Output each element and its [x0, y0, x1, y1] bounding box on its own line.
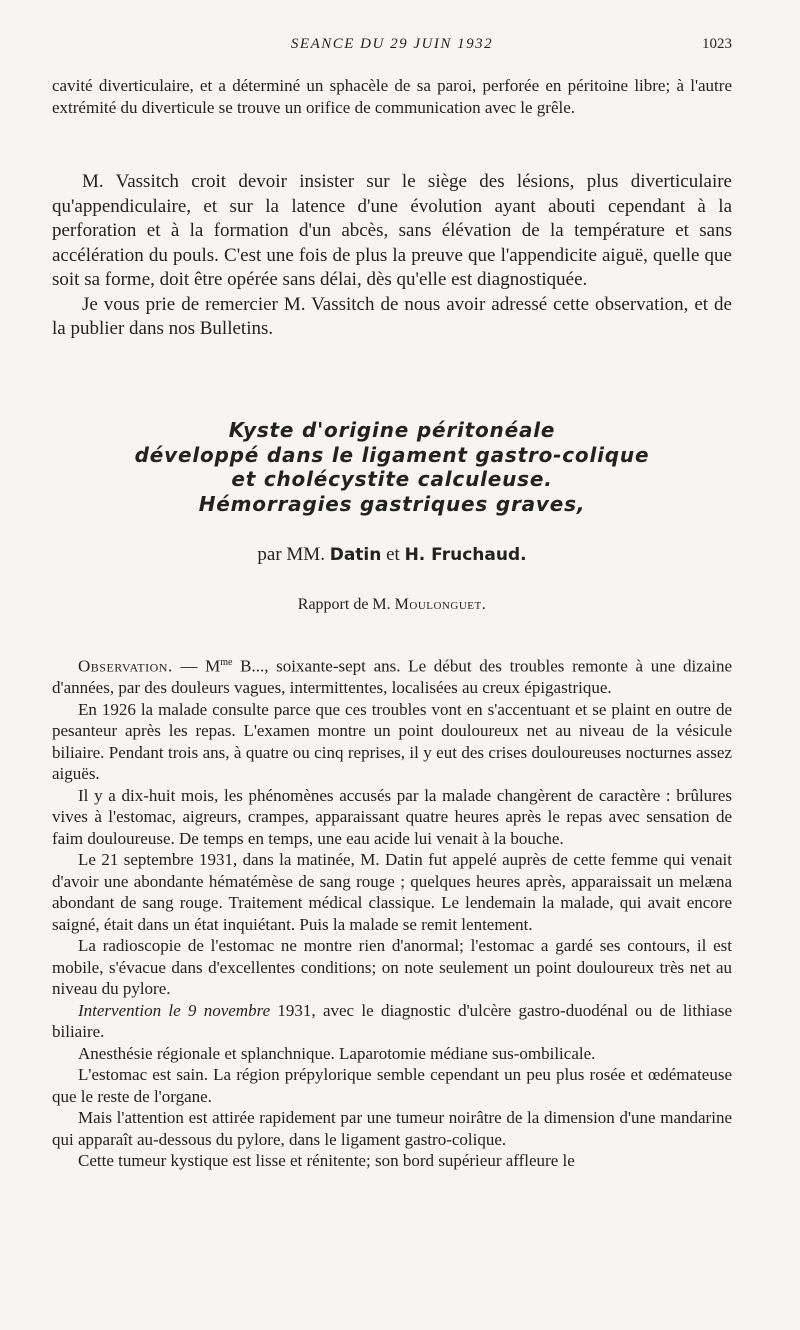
- report-byline: [52, 596, 732, 614]
- observation-paragraph-2: En 1926 la malade consulte parce que ces troubles vont en s'accentuant et se plaint en outre de pesanteur après les repas. L'examen montre un point douloureux net au niveau de la vésicule biliaire. Pendant trois ans, à quatre ou cinq reprises, il y eut des crises douloureuses nocturnes assez aiguës.: [52, 699, 732, 784]
- article-authors: [52, 544, 732, 566]
- commentary-text: [52, 170, 732, 342]
- author-1: Datin: [329, 545, 382, 565]
- rapport-prefix: Rapport de M.: [297, 596, 391, 613]
- author-2: H. Fruchaud.: [404, 545, 527, 565]
- observation-paragraph-8: L'estomac est sain. La région prépylorique semble cependant un peu plus rosée et œdémateuse que le reste de l'organe.: [52, 1065, 732, 1106]
- page-header: [52, 36, 732, 58]
- observation-mme: M: [205, 656, 221, 676]
- rapport-name: Moulonguet.: [394, 596, 487, 613]
- title-line-4: Hémorragies gastriques graves,: [198, 491, 586, 516]
- intro-text: [52, 75, 732, 118]
- observation-mme-sup: me: [220, 657, 233, 668]
- title-line-2: développé dans le ligament gastro-colique: [134, 442, 650, 467]
- observation-paragraph-4: Le 21 septembre 1931, dans la matinée, M. Datin fut appelé auprès de cette femme qui venait d'avoir une abondante hématémèse de sang rouge ; quelques heures après, apparaissait un melæna abondant de sang rouge. Traitement médical classique. Le lendemain la malade, qui avait encore saigné, était dans un état inquiétant. Puis la malade se remit lentement.: [52, 850, 732, 934]
- observation-dash: —: [180, 656, 198, 676]
- observation-paragraph-10: Cette tumeur kystique est lisse et rénitente; son bord supérieur affleure le: [78, 1151, 575, 1171]
- intro-paragraph: cavité diverticulaire, et a déterminé un sphacèle de sa paroi, perforée en péritoine libre; à l'autre extrémité du diverticule se trouve un orifice de communication avec le grêle.: [52, 76, 732, 117]
- page-number: 1023: [702, 36, 732, 52]
- observation-p1-text: B..., soixante-sept ans. Le début des troubles remonte à une dizaine d'années, par des douleurs vagues, intermittentes, localisées au creux épigastrique.: [52, 656, 733, 698]
- title-line-3: et cholécystite calculeuse.: [231, 467, 553, 491]
- observation-paragraph-3: Il y a dix-huit mois, les phénomènes accusés par la malade changèrent de caractère : brûlures vives à l'estomac, aigreurs, crampes, apparaissant quatre heures après le repas avec sensation de faim douloureuse. De temps en temps, une eau acide lui venait à la bouche.: [52, 785, 732, 848]
- observation-paragraph-9: Mais l'attention est attirée rapidement par une tumeur noirâtre de la dimension d'une mandarine qui apparaît au-dessous du pylore, dans le ligament gastro-colique.: [52, 1108, 732, 1149]
- observation-text: [52, 652, 732, 1172]
- observation-paragraph-1: [52, 652, 732, 699]
- commentary-paragraph-2: Je vous prie de remercier M. Vassitch de nous avoir adressé cette observation, et de la publier dans nos Bulletins.: [52, 293, 732, 339]
- running-title: SEANCE DU 29 JUIN 1932: [290, 36, 494, 52]
- observation-paragraph-6: [52, 1000, 732, 1043]
- commentary-paragraph-1: M. Vassitch croit devoir insister sur le siège des lésions, plus diverticulaire qu'appendiculaire, et sur la latence d'une évolution ayant abouti cependant à la perforation et à la formation d'un abcès, sans élévation de la température et sans accélération du pouls. C'est une fois de plus la preuve que l'appendicite aiguë, quelle que soit sa forme, doit être opérée sans délai, dès qu'elle est diagnostiquée.: [52, 171, 732, 290]
- title-line-1: Kyste d'origine péritonéale: [228, 418, 556, 442]
- observation-paragraph-5: La radioscopie de l'estomac ne montre rien d'anormal; l'estomac a gardé ses contours, il est mobile, s'évacue dans d'excellentes conditions; on note seulement un point douloureux très net au niveau du pylore.: [52, 936, 732, 999]
- article-title: [52, 418, 732, 516]
- observation-p6-text: 1931, avec le diagnostic d'ulcère gastro-duodénal ou de lithiase biliaire.: [52, 1000, 733, 1042]
- authors-prefix: par MM.: [257, 544, 325, 565]
- intervention-date: Intervention le 9 novembre: [78, 1000, 271, 1020]
- observation-label: Observation.: [78, 656, 173, 676]
- observation-paragraph-7: Anesthésie régionale et splanchnique. Laparotomie médiane sus-ombilicale.: [78, 1043, 596, 1063]
- authors-and: et: [386, 544, 400, 565]
